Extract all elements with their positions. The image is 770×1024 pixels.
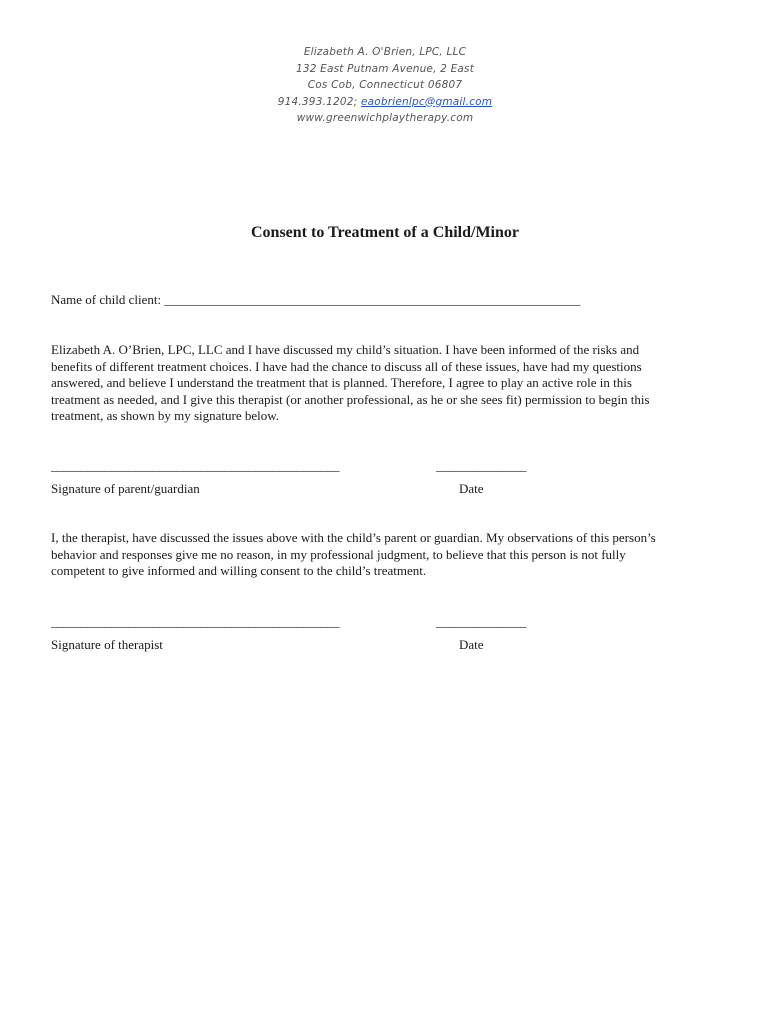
child-name-field[interactable]: Name of child client: ________________________________________________________________ (51, 292, 581, 307)
therapist-signature-label: Signature of therapist (51, 637, 163, 652)
consent-line: treatment, as shown by my signature below. (51, 408, 280, 423)
therapist-date-label: Date (459, 637, 484, 652)
parent-signature-label: Signature of parent/guardian (51, 481, 200, 496)
address-line-1: 132 East Putnam Avenue, 2 East (295, 62, 475, 75)
letterhead (0, 44, 770, 127)
consent-line: treatment as needed, and I give this therapist (or another professional, as he or she sees fit) permission to begin this (51, 391, 650, 407)
phone-number: 914.393.1202; (277, 95, 358, 108)
email-link[interactable]: eaobrienlpc@gmail.com (360, 95, 493, 108)
consent-line: answered, and believe I understand the treatment that is planned. Therefore, I agree to play an active role in this (51, 375, 632, 390)
therapist-date-line[interactable]: _______________ (436, 614, 526, 629)
therapist-signature-line[interactable]: ________________________________________________ (51, 614, 339, 629)
consent-line: Elizabeth A. O’Brien, LPC, LLC and I have discussed my child’s situation. I have been informed of the risks and (51, 342, 640, 357)
parent-date-label: Date (459, 481, 484, 496)
therapist-line: behavior and responses give me no reason, in my professional judgment, to believe that this person is not fully (51, 546, 626, 562)
therapist-line: I, the therapist, have discussed the issues above with the child’s parent or guardian. My observations of this person’s (51, 530, 656, 545)
consent-line: benefits of different treatment choices. I have had the chance to discuss all of these issues, have had my questions (51, 358, 642, 374)
parent-signature-line[interactable]: ________________________________________________ (51, 458, 339, 473)
parent-date-line[interactable]: _______________ (436, 458, 526, 473)
therapist-paragraph (51, 530, 711, 580)
contact-line (0, 94, 770, 111)
document-title: Consent to Treatment of a Child/Minor (251, 224, 519, 241)
address-line-2: Cos Cob, Connecticut 06807 (307, 79, 463, 91)
therapist-line: competent to give informed and willing consent to the child’s treatment. (51, 563, 427, 578)
practice-name: Elizabeth A. O'Brien, LPC, LLC (303, 46, 467, 58)
consent-paragraph (51, 342, 711, 425)
website: www.greenwichplaytherapy.com (296, 112, 474, 124)
